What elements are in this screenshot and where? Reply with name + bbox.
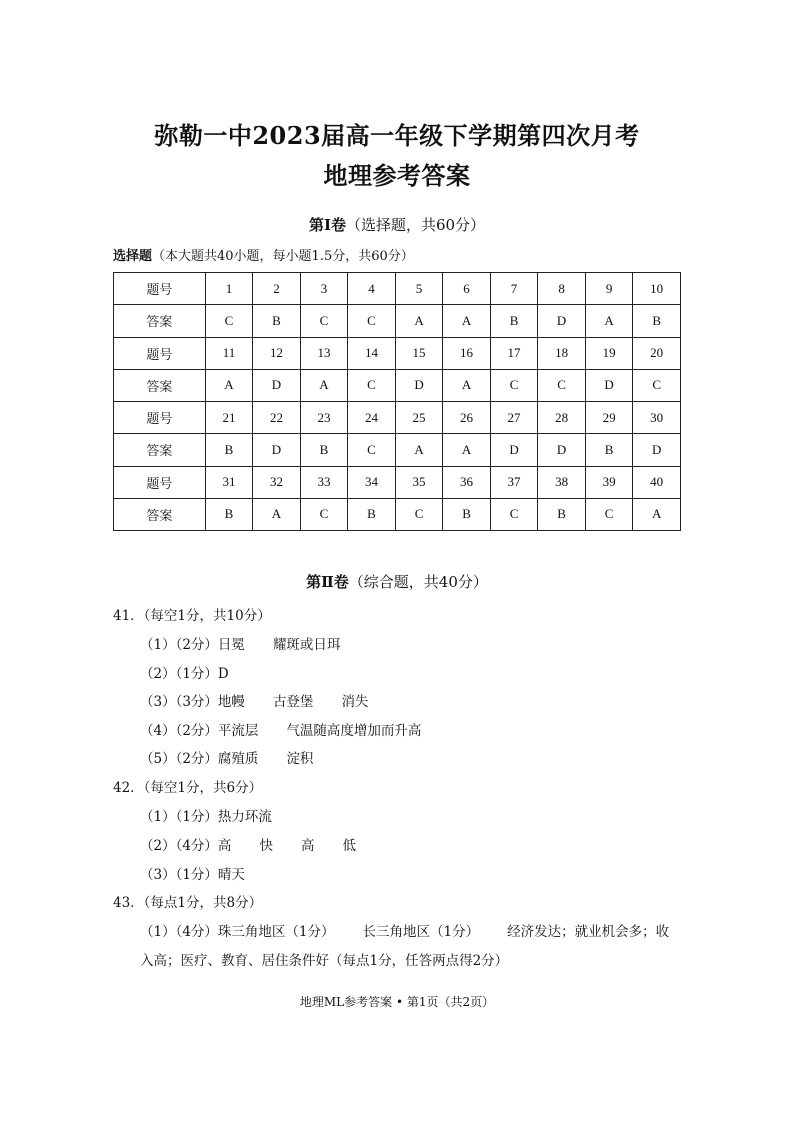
question-number-cell: 23 [300,402,348,434]
q41-part3-b: 古登堡 [272,694,314,710]
question-number-cell: 22 [253,402,301,434]
question-number-cell: 9 [585,273,633,305]
answer-cell: C [348,369,396,401]
q42-part1-a: （1）（1分）热力环流 [140,809,272,825]
question-number-cell: 35 [395,466,443,498]
q41-part1-b: 耀斑或日珥 [272,637,341,653]
answer-cell: D [253,369,301,401]
question-number-cell: 27 [490,402,538,434]
question-number-cell: 1 [205,273,253,305]
q42-part2-a: （2）（4分）高 [140,838,232,854]
q41-part2-a: （2）（1分）D [140,666,229,682]
answer-cell: B [205,434,253,466]
answer-cell: A [443,434,491,466]
choice-note-label: 选择题 [113,249,153,264]
question-number-row [114,466,681,498]
answer-cell: C [348,305,396,337]
row-label: 题号 [114,337,206,369]
section2-heading [0,571,794,592]
q41-part5-a: （5）（2分）腐殖质 [140,751,259,767]
answer-cell: A [633,498,681,530]
answer-cell: B [585,434,633,466]
row-label: 答案 [114,434,206,466]
choice-note [113,245,414,264]
question-number-row [114,273,681,305]
answer-cell: A [443,369,491,401]
question-number-cell: 3 [300,273,348,305]
row-label: 答案 [114,305,206,337]
exam-title: 弥勒一中2023届高一年级下学期第四次月考 [154,121,640,150]
answer-row [114,305,681,337]
q41-part5-b: 淀积 [286,751,314,767]
answer-cell: A [300,369,348,401]
section1-desc: （选择题，共60分） [345,216,486,234]
answer-cell: C [633,369,681,401]
question-number-cell: 10 [633,273,681,305]
question-number-cell: 33 [300,466,348,498]
answer-cell: B [633,305,681,337]
q41-part5 [140,747,313,767]
section2-label: 第Ⅱ卷 [306,573,349,591]
q43-part1-c: 经济发达；就业机会多；收 [507,924,670,940]
answer-cell: C [490,369,538,401]
answer-cell: A [253,498,301,530]
choice-note-desc: （本大题共40小题，每小题1.5分，共60分） [152,249,414,264]
answer-cell: C [395,498,443,530]
answer-row [114,498,681,530]
answer-row [114,434,681,466]
answer-cell: C [585,498,633,530]
question-number-cell: 20 [633,337,681,369]
question-number-cell: 28 [538,402,586,434]
q41-part3 [140,690,368,710]
q43-part1-line2: 入高；医疗、教育、居住条件好（每点1分，任答两点得2分） [140,953,509,969]
q41-part4-a: （4）（2分）平流层 [140,723,259,739]
answer-cell: B [300,434,348,466]
q42-part2-d: 低 [342,838,356,854]
answer-cell: D [490,434,538,466]
q41-part1-a: （1）（2分）日冕 [140,637,245,653]
question-number-cell: 19 [585,337,633,369]
q41-heading: 41．（每空1分，共10分） [113,608,271,624]
question-number-cell: 2 [253,273,301,305]
page-footer: 地理ML参考答案 • 第1页（共2页） [299,995,495,1009]
question-number-cell: 39 [585,466,633,498]
q41-part4-b: 气温随高度增加而升高 [286,723,422,739]
question-number-row [114,337,681,369]
q42-heading: 42．（每空1分，共6分） [113,780,263,796]
q43-part1 [140,920,669,940]
question-number-cell: 18 [538,337,586,369]
q42-part3 [140,863,245,883]
q42-part2-b: 快 [259,838,273,854]
answer-row [114,369,681,401]
question-number-cell: 14 [348,337,396,369]
question-number-cell: 32 [253,466,301,498]
question-number-cell: 12 [253,337,301,369]
answer-cell: A [395,434,443,466]
answer-cell: C [205,305,253,337]
q41-part3-c: 消失 [341,694,369,710]
question-number-cell: 36 [443,466,491,498]
question-number-cell: 6 [443,273,491,305]
question-number-cell: 37 [490,466,538,498]
answer-cell: B [538,498,586,530]
question-number-cell: 29 [585,402,633,434]
row-label: 答案 [114,498,206,530]
q43-part1-b: 长三角地区（1分） [362,924,480,940]
question-number-cell: 16 [443,337,491,369]
question-number-cell: 21 [205,402,253,434]
answer-cell: D [538,434,586,466]
question-number-cell: 26 [443,402,491,434]
q41-part1 [140,633,340,653]
section1-label: 第Ⅰ卷 [308,216,346,234]
question-number-cell: 8 [538,273,586,305]
answer-cell: A [205,369,253,401]
q41-part4 [140,719,421,739]
answer-cell: D [538,305,586,337]
question-number-cell: 24 [348,402,396,434]
question-number-cell: 4 [348,273,396,305]
question-number-cell: 40 [633,466,681,498]
answer-cell: C [300,305,348,337]
q42-part2 [140,834,356,854]
answer-cell: D [253,434,301,466]
answer-cell: D [585,369,633,401]
row-label: 题号 [114,466,206,498]
question-number-cell: 25 [395,402,443,434]
question-number-cell: 38 [538,466,586,498]
answer-cell: C [348,434,396,466]
answer-cell: B [443,498,491,530]
q41-part2 [140,662,229,682]
answer-table [113,272,681,531]
row-label: 题号 [114,402,206,434]
question-number-cell: 7 [490,273,538,305]
answer-cell: C [538,369,586,401]
q42-part1 [140,805,272,825]
question-number-cell: 17 [490,337,538,369]
q42-part3-a: （3）（1分）晴天 [140,867,245,883]
question-number-cell: 34 [348,466,396,498]
answer-cell: C [490,498,538,530]
answer-cell: B [205,498,253,530]
q42-part2-c: 高 [300,838,315,854]
section2-desc: （综合题，共40分） [348,573,488,591]
question-number-cell: 30 [633,402,681,434]
answer-cell: A [585,305,633,337]
answer-cell: D [633,434,681,466]
question-number-cell: 11 [205,337,253,369]
row-label: 答案 [114,369,206,401]
question-number-cell: 13 [300,337,348,369]
question-number-row [114,402,681,434]
question-number-cell: 15 [395,337,443,369]
row-label: 题号 [114,273,206,305]
answer-cell: A [443,305,491,337]
question-number-cell: 5 [395,273,443,305]
q43-heading: 43．（每点1分，共8分） [113,895,263,911]
answer-cell: B [490,305,538,337]
q41-part3-a: （3）（3分）地幔 [140,694,245,710]
answer-cell: B [348,498,396,530]
answer-cell: C [300,498,348,530]
section1-heading [0,214,794,235]
answer-cell: B [253,305,301,337]
q43-part1-a: （1）（4分）珠三角地区（1分） [140,924,335,940]
answer-cell: D [395,369,443,401]
answer-cell: A [395,305,443,337]
answer-key-title: 地理参考答案 [323,161,471,190]
question-number-cell: 31 [205,466,253,498]
